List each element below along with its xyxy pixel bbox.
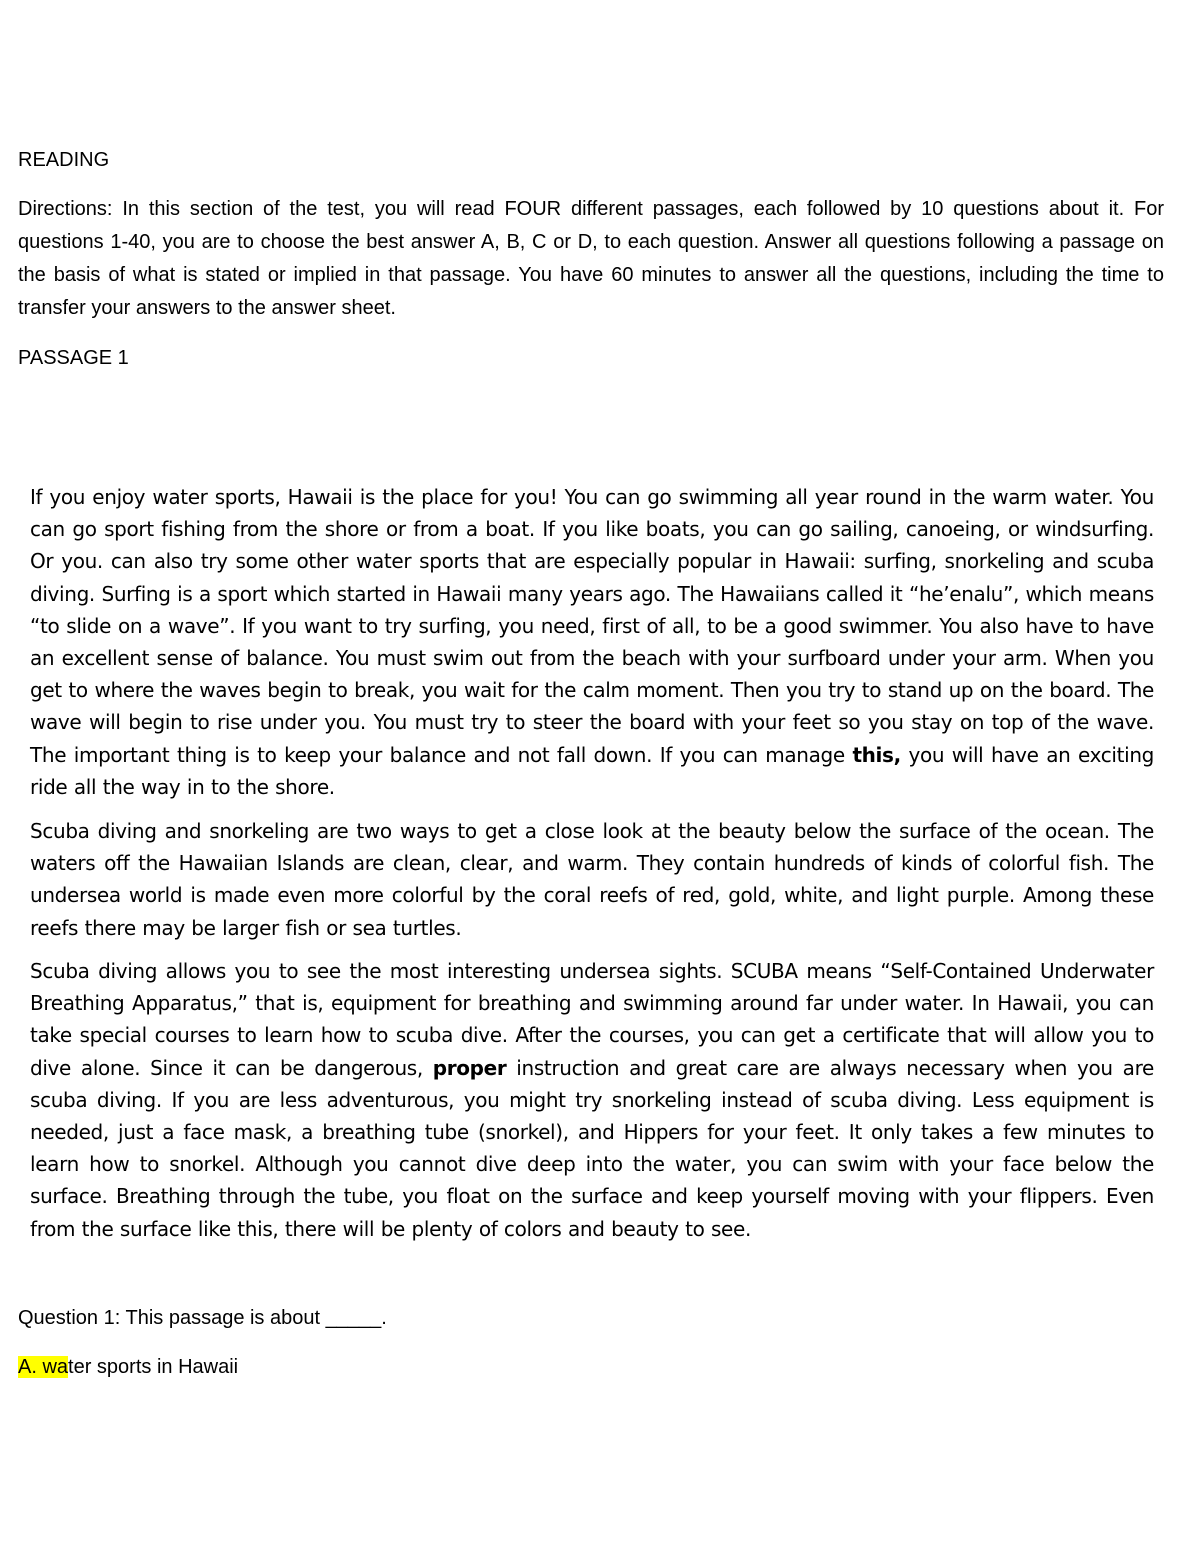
passage-p1-text: If you enjoy water sports, Hawaii is the place for you! You can go swimming all year round in the warm water. You can go sport fishing from the shore or from a boat. If you like boats, you can go sailing, canoeing, or windsurfing. Or you. can also try some other water sports that are especially popular in Hawaii: surfing, snorkeling and scuba diving. Surfing is a sport which started in Hawaii many years ago. The Hawaiians called it “he’enalu”, which means “to slide on a wave”. If you want to try surfing, you need, first of all, to be a good swimmer. You also have to have an excellent sense of balance. You must swim out from the beach with your surfboard under your arm. When you get to where the waves begin to break, you wait for the calm moment. Then you try to stand up on the board. The wave will begin to rise under you. You must try to steer the board with your feet so you stay on top of the wave. The important thing is to keep your balance and not fall down. If you can manage	[30, 485, 1154, 767]
directions-text: Directions: In this section of the test, you will read FOUR different passages, each followed by 10 questions about it. For questions 1-40, you are to choose the best answer A, B, C or D, to each question. Answer all questions following a passage on the basis of what is stated or implied in that passage. You have 60 minutes to answer all the questions, including the time to transfer your answers to the answer sheet.	[18, 198, 1164, 319]
section-title: READING	[18, 149, 110, 171]
passage-p1-bold-word: this,	[852, 742, 901, 767]
question-1: Question 1: This passage is about _____.	[18, 1307, 387, 1329]
passage-p1-text-end: you will have an exciting ride all the way in to the shore.	[30, 742, 1154, 799]
answer-text: ter sports in Hawaii	[68, 1356, 239, 1378]
passage-paragraph-2: Scuba diving and snorkeling are two ways to get a close look at the beauty below the surface of the ocean. The waters off the Hawaiian Islands are clean, clear, and warm. They contain hundreds of kinds of colorful fish. The undersea world is made even more colorful by the coral reefs of red, gold, white, and light purple. Among these reefs there may be larger fish or sea turtles.	[30, 819, 1154, 940]
answer-highlight: A. wa	[18, 1356, 69, 1378]
passage-p3-text: Scuba diving allows you to see the most interesting undersea sights. SCUBA means “Self-Contained Underwater Breathing Apparatus,” that is, equipment for breathing and swimming around far under water. In Hawaii, you can take special courses to learn how to scuba dive. After the courses, you can get a certificate that will allow you to dive alone. Since it can be dangerous,	[30, 959, 1154, 1080]
passage-label: PASSAGE 1	[18, 347, 129, 369]
passage-paragraph-3	[30, 955, 1154, 1245]
passage-p3-bold-word: proper	[432, 1055, 507, 1080]
answer-option-a	[18, 1351, 1164, 1384]
passage-p3-text-end: instruction and great care are always necessary when you are scuba diving. If you are less adventurous, you might try snorkeling instead of scuba diving. Less equipment is needed, just a face mask, a breathing tube (snorkel), and Hippers for your feet. It only takes a few minutes to learn how to snorkel. Although you cannot dive deep into the water, you can swim with your face below the surface. Breathing through the tube, you float on the surface and keep yourself moving with your flippers. Even from the surface like this, there will be plenty of colors and beauty to see.	[30, 1055, 1154, 1241]
passage-paragraph-1	[30, 481, 1154, 803]
